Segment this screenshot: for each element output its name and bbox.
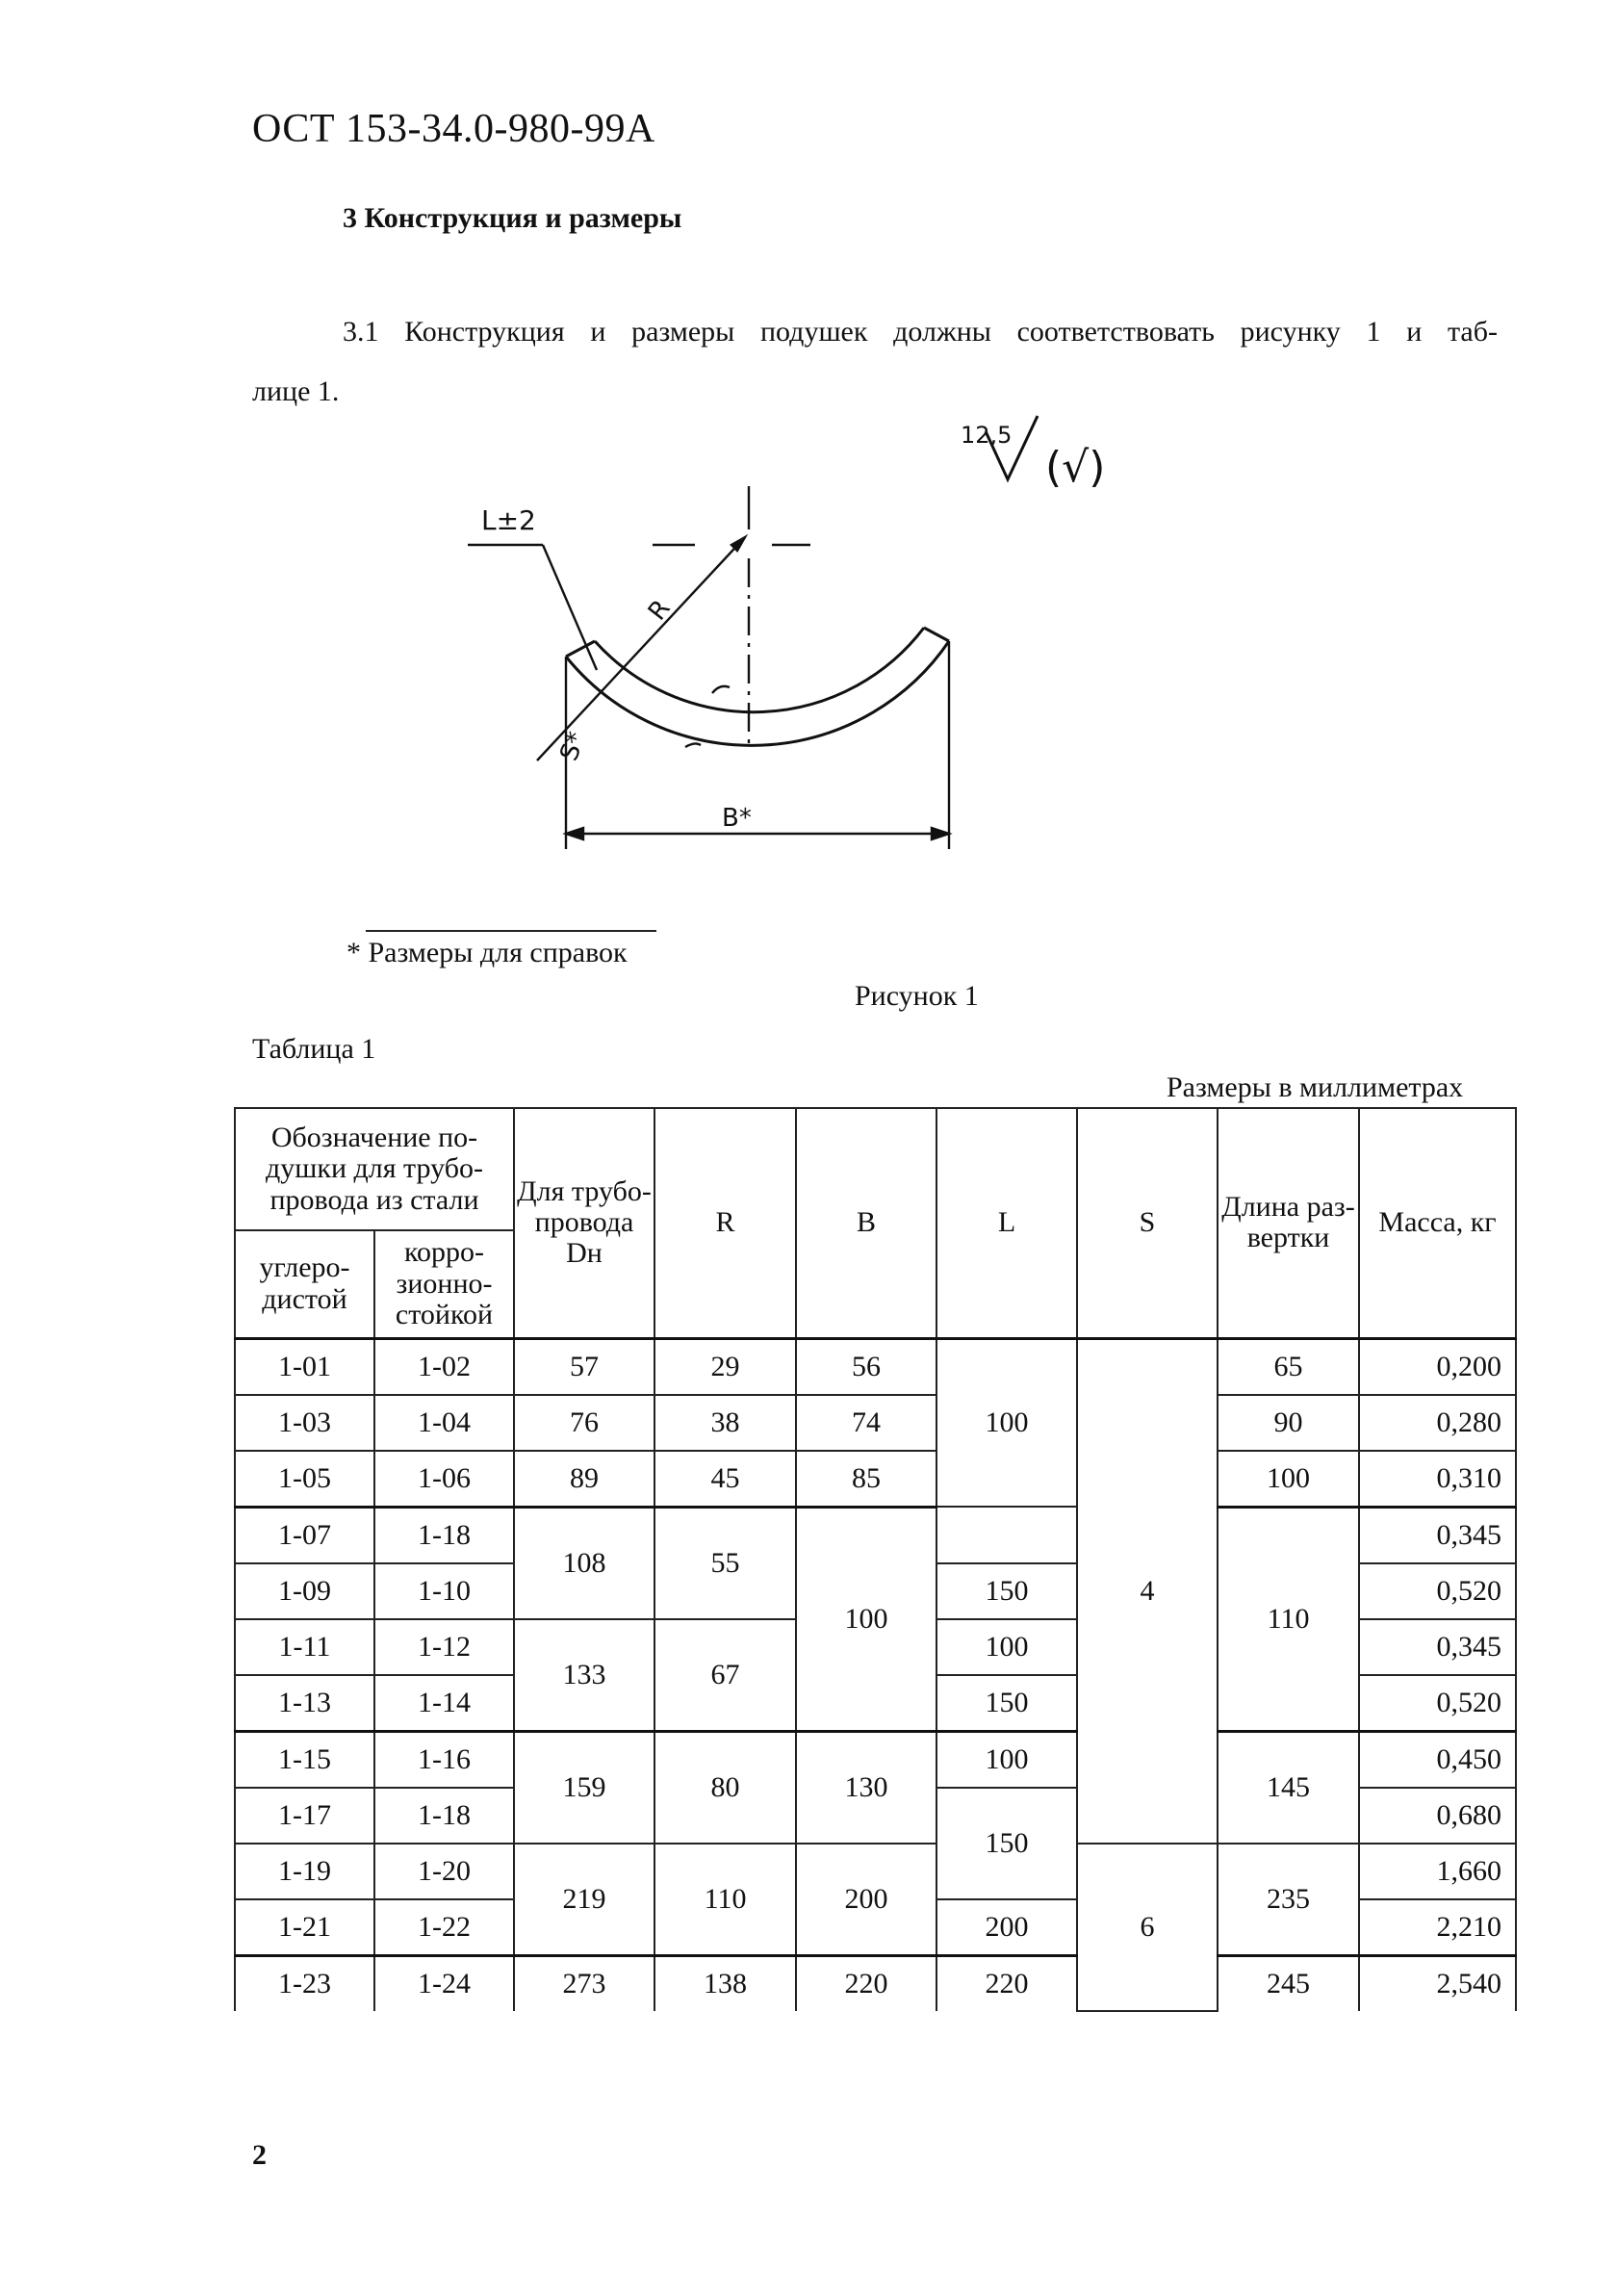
cell-l: 100 [936,1338,1077,1507]
cell-l-empty [936,1507,1077,1563]
cell-dn: 57 [514,1338,654,1395]
cell-carbon: 1-05 [235,1451,374,1508]
cell-corrosion: 1-06 [374,1451,514,1508]
cell-s: 4 [1077,1338,1218,1844]
header-designation: Обозначение по-душки для трубо-провода из стали [235,1108,514,1230]
cell-length: 145 [1218,1731,1359,1844]
table-row [235,1955,1516,2011]
cell-corrosion: 1-18 [374,1507,514,1563]
cell-mass: 2,210 [1359,1899,1516,1956]
figure-caption: Рисунок 1 [855,980,979,1012]
paragraph-line-2: лице 1. [252,375,340,407]
cell-length: 65 [1218,1338,1359,1395]
cell-carbon: 1-23 [235,1955,374,2011]
cell-corrosion: 1-14 [374,1675,514,1732]
footnote: * Размеры для справок [346,937,628,968]
cell-mass: 0,520 [1359,1675,1516,1732]
cell-carbon: 1-21 [235,1899,374,1956]
cell-mass: 0,345 [1359,1507,1516,1563]
table-row [235,1844,1516,1899]
radius-line [537,537,745,761]
table-row [235,1395,1516,1451]
cell-r: 45 [654,1451,796,1508]
table-row [235,1451,1516,1508]
roughness-alt-symbol: (√) [1045,443,1106,492]
cell-mass: 1,660 [1359,1844,1516,1899]
cell-b: 74 [796,1395,936,1451]
cushion-right-end [924,628,949,641]
header-s: S [1077,1108,1218,1338]
cell-corrosion: 1-18 [374,1788,514,1844]
cell-carbon: 1-15 [235,1731,374,1788]
cell-mass: 0,345 [1359,1619,1516,1675]
header-r: R [654,1108,796,1338]
label-l: L±2 [481,504,536,536]
cell-r: 138 [654,1955,796,2011]
dimensions-table [234,1107,1517,2012]
cell-r: 29 [654,1338,796,1395]
cell-carbon: 1-19 [235,1844,374,1899]
cell-dn: 108 [514,1507,654,1619]
cell-l: 220 [936,1955,1077,2011]
cell-carbon: 1-17 [235,1788,374,1844]
section-heading: 3 Конструкция и размеры [343,202,682,234]
cell-s: 6 [1077,1844,1218,2011]
cell-l: 100 [936,1619,1077,1675]
cell-corrosion: 1-04 [374,1395,514,1451]
cell-corrosion: 1-22 [374,1899,514,1956]
cushion-outer-arc [566,641,949,745]
cell-carbon: 1-11 [235,1619,374,1675]
angle-mark-upper [712,686,730,693]
cell-corrosion: 1-16 [374,1731,514,1788]
cell-dn: 219 [514,1844,654,1956]
l-leader [543,545,597,670]
cell-mass: 0,680 [1359,1788,1516,1844]
cell-b: 200 [796,1844,936,1956]
roughness-value-label: 12,5 [961,422,1013,449]
cell-b: 85 [796,1451,936,1508]
cell-carbon: 1-13 [235,1675,374,1732]
cell-corrosion: 1-12 [374,1619,514,1675]
cell-carbon: 1-09 [235,1563,374,1619]
table-row [235,1507,1516,1563]
cell-dn: 159 [514,1731,654,1844]
table-caption: Таблица 1 [252,1033,376,1065]
angle-mark-lower [685,743,701,747]
cell-corrosion: 1-24 [374,1955,514,2011]
cell-b: 220 [796,1955,936,2011]
cell-l: 100 [936,1731,1077,1788]
cell-mass: 0,280 [1359,1395,1516,1451]
label-r: R [642,594,677,627]
table-row [235,1338,1516,1395]
cell-dn: 76 [514,1395,654,1451]
cell-dn: 133 [514,1619,654,1732]
footnote-rule [366,930,656,932]
cell-length: 110 [1218,1507,1359,1731]
label-s: S* [554,728,592,765]
figure-drawing [414,404,1165,895]
cell-b: 56 [796,1338,936,1395]
cell-corrosion: 1-02 [374,1338,514,1395]
cell-mass: 0,310 [1359,1451,1516,1508]
b-arrow-right [932,828,949,839]
cell-r: 80 [654,1731,796,1844]
cell-dn: 273 [514,1955,654,2011]
cell-r: 38 [654,1395,796,1451]
cell-length: 245 [1218,1955,1359,2011]
label-b: B* [722,804,752,833]
cell-length: 100 [1218,1451,1359,1508]
cell-corrosion: 1-10 [374,1563,514,1619]
cell-corrosion: 1-20 [374,1844,514,1899]
cell-l: 150 [936,1788,1077,1899]
paragraph-line-1: 3.1 Конструкция и размеры подушек должны соответствовать рисунку 1 и таб- [343,316,1498,348]
cushion-inner-arc [595,628,924,712]
cell-mass: 0,450 [1359,1731,1516,1788]
units-note: Размеры в миллиметрах [1167,1071,1464,1103]
cell-length: 90 [1218,1395,1359,1451]
cell-b: 100 [796,1507,936,1731]
cell-l: 150 [936,1563,1077,1619]
header-carbon: углеро-дистой [235,1230,374,1338]
header-dn: Для трубо-провода Dн [514,1108,654,1338]
cell-r: 110 [654,1844,796,1956]
document-code: ОСТ 153-34.0-980-99А [252,107,655,151]
cell-r: 55 [654,1507,796,1619]
cell-dn: 89 [514,1451,654,1508]
cell-carbon: 1-03 [235,1395,374,1451]
header-b: B [796,1108,936,1338]
cell-l: 200 [936,1899,1077,1956]
cell-length: 235 [1218,1844,1359,1956]
cell-mass: 0,200 [1359,1338,1516,1395]
page-number: 2 [252,2139,267,2171]
cell-l: 150 [936,1675,1077,1732]
cell-r: 67 [654,1619,796,1732]
header-corrosion: корро-зионно-стойкой [374,1230,514,1338]
cell-mass: 0,520 [1359,1563,1516,1619]
b-arrow-left [566,828,583,839]
cell-carbon: 1-01 [235,1338,374,1395]
header-l: L [936,1108,1077,1338]
cell-b: 130 [796,1731,936,1844]
table-row [235,1731,1516,1788]
cell-mass: 2,540 [1359,1955,1516,2011]
header-length: Длина раз-вертки [1218,1108,1359,1338]
header-mass: Масса, кг [1359,1108,1516,1338]
cell-carbon: 1-07 [235,1507,374,1563]
